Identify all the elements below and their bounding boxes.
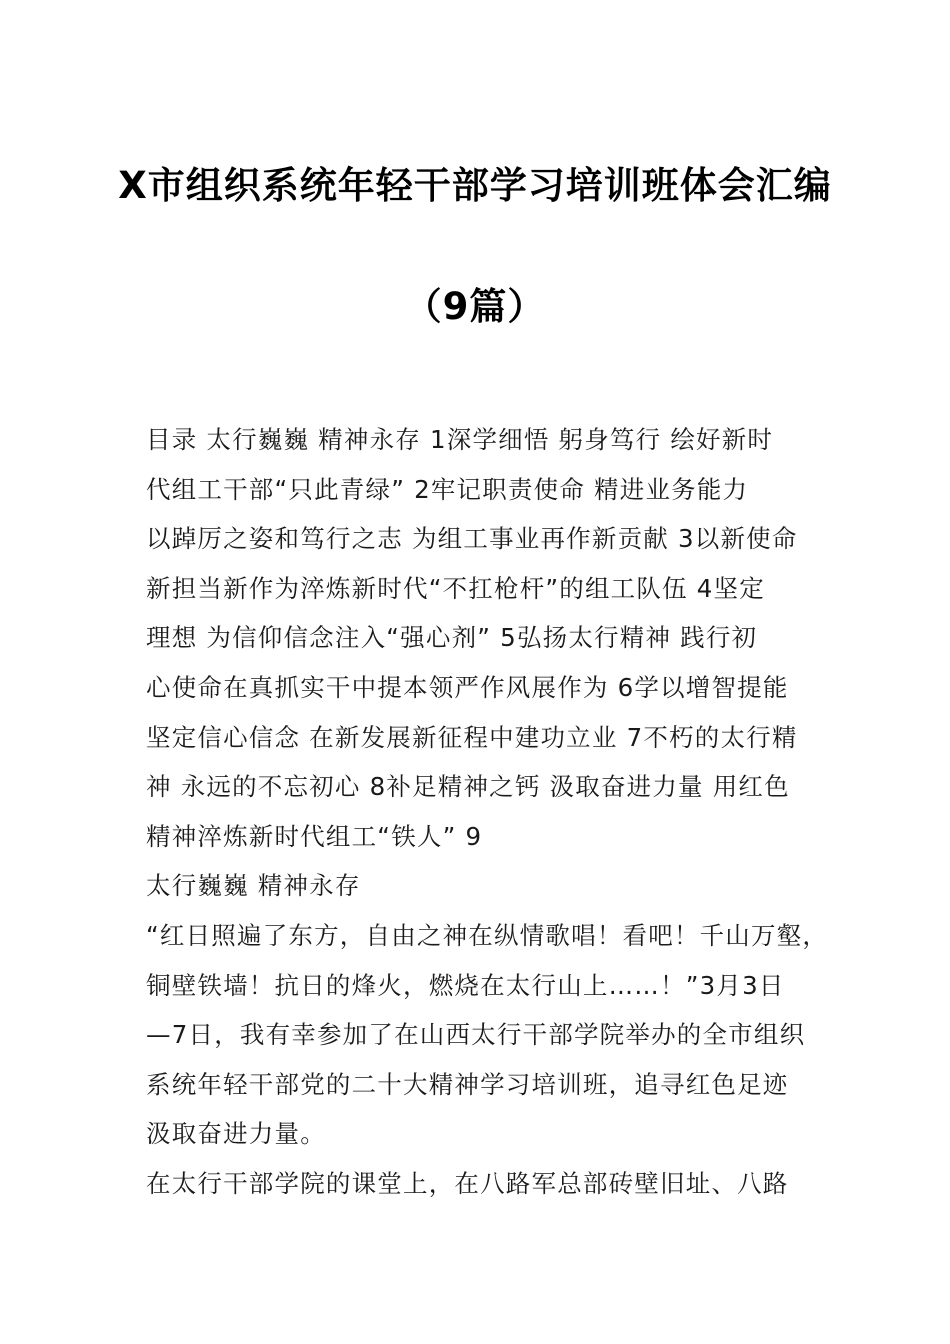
toc-line: 代组工干部“只此青绿” 2牢记职责使命 精进业务能力 [146,474,749,504]
paragraph [146,1159,810,1209]
section-heading: 太行巍巍 精神永存 [146,871,361,901]
toc-line: 理想 为信仰信念注入“强心剂” 5弘扬太行精神 践行初 [146,623,758,653]
paragraph-line: “红日照遍了东方，自由之神在纵情歌唱！看吧！千山万壑， [146,920,829,950]
toc-line: 坚定信心信念 在新发展新征程中建功立业 7不朽的太行精 [146,722,798,752]
toc-line: 新担当新作为淬炼新时代“不扛枪杆”的组工队伍 4坚定 [146,573,765,603]
toc-line: 神 永远的不忘初心 8补足精神之钙 汲取奋进力量 用红色 [146,772,790,802]
document-subtitle: （9篇） [404,285,546,328]
toc-line: 以踔厉之姿和笃行之志 为组工事业再作新贡献 3以新使命 [146,524,798,554]
paragraph-line: 汲取奋进力量。 [146,1119,326,1149]
paragraph [146,911,829,1159]
paragraph-line: 系统年轻干部党的二十大精神学习培训班，追寻红色足迹 [146,1069,789,1099]
paragraph-line: 在太行干部学院的课堂上，在八路军总部砖壁旧址、八路 [146,1168,789,1198]
table-of-contents [146,415,810,861]
toc-line: 精神淬炼新时代组工“铁人” 9 [146,821,483,851]
document-body [146,415,829,1209]
paragraph-line: —7日，我有幸参加了在山西太行干部学院举办的全市组织 [146,1020,806,1050]
toc-line: 目录 太行巍巍 精神永存 1深学细悟 躬身笃行 绘好新时 [146,425,774,454]
document-title: X市组织系统年轻干部学习培训班体会汇编 [118,164,832,207]
paragraph-line: 铜壁铁墙！抗日的烽火，燃烧在太行山上……！”3月3日 [146,970,785,1000]
toc-line: 心使命在真抓实干中提本领严作风展作为 6学以增智提能 [146,672,789,702]
